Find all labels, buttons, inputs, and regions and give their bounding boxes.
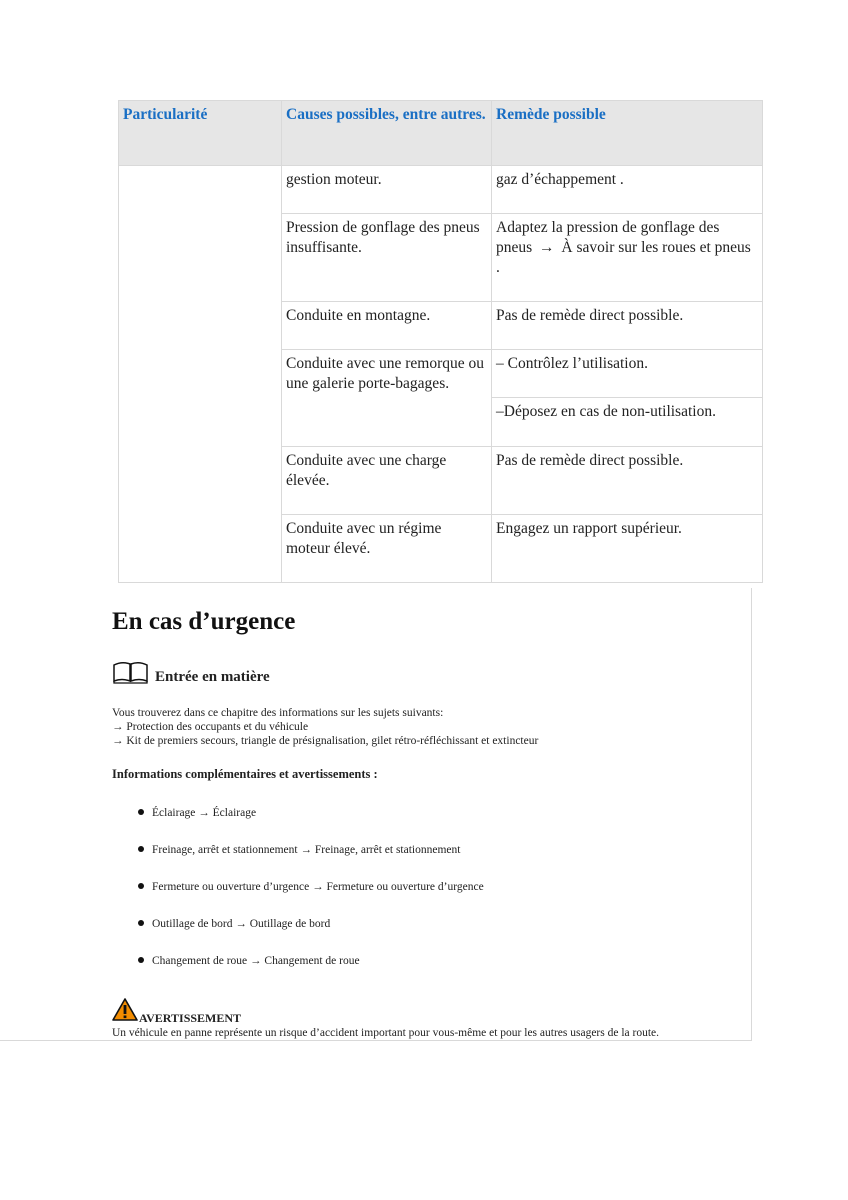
cause-cell: Pression de gonflage des pneus insuffisante. (282, 214, 492, 302)
list-item[interactable] (136, 806, 484, 843)
remedy-cell: Engagez un rapport supérieur. (492, 515, 763, 583)
list-item[interactable] (136, 954, 484, 991)
cause-cell: Conduite en montagne. (282, 302, 492, 350)
remedy-cell: –Déposez en cas de non-utilisation. (492, 398, 763, 447)
bullet (138, 846, 144, 852)
warning-triangle-icon (112, 998, 138, 1026)
intro-title: Entrée en matière (155, 669, 270, 685)
wheels-tyres-link[interactable]: À savoir sur les roues et pneus . (496, 239, 751, 276)
remedy-cell: gaz d’échappement . (492, 166, 763, 214)
cause-cell: Conduite avec une remorque ou une galerie porte-bagages. (282, 350, 492, 447)
intro-text: Vous trouverez dans ce chapitre des informations sur les sujets suivants: (112, 707, 444, 719)
table-row (119, 166, 763, 214)
info-heading: Informations complémentaires et avertissements : (112, 767, 378, 781)
intro-paragraph (112, 706, 538, 748)
intro-heading (112, 660, 270, 689)
list-item-text[interactable]: Freinage, arrêt et stationnement → Freinage, arrêt et stationnement (152, 844, 461, 856)
list-item-text[interactable]: Outillage de bord → Outillage de bord (152, 918, 331, 930)
particularite-cell (119, 166, 282, 583)
header-remede: Remède possible (492, 101, 763, 166)
table-header-row (119, 101, 763, 166)
cause-cell: Conduite avec une charge élevée. (282, 447, 492, 515)
link-arrow: → (539, 239, 555, 256)
section-title: En cas d’urgence (112, 608, 296, 635)
link-first-aid-kit[interactable]: → Kit de premiers secours, triangle de présignalisation, gilet rétro-réfléchissant et extincteur (112, 735, 539, 747)
cause-cell: gestion moteur. (282, 166, 492, 214)
header-particularite: Particularité (119, 101, 282, 166)
header-causes: Causes possibles, entre autres. (282, 101, 492, 166)
link-occupant-protection[interactable]: → Protection des occupants et du véhicule (112, 721, 309, 733)
remedy-cell (492, 214, 763, 302)
bullet (138, 809, 144, 815)
list-item-text[interactable]: Fermeture ou ouverture d’urgence → Fermeture ou ouverture d’urgence (152, 881, 484, 893)
list-item-text[interactable]: Éclairage → Éclairage (152, 807, 257, 819)
warning-heading (112, 998, 241, 1026)
warning-text: Un véhicule en panne représente un risque d’accident important pour vous-même et pour les autres usagers de la route. (112, 1027, 660, 1039)
book-icon (112, 660, 149, 689)
bullet (138, 883, 144, 889)
warning-title: AVERTISSEMENT (139, 1011, 242, 1025)
remedy-cell: – Contrôlez l’utilisation. (492, 350, 763, 398)
section-frame-bottom (0, 1040, 752, 1041)
section-frame-right (751, 588, 752, 1040)
remedy-cell: Pas de remède direct possible. (492, 302, 763, 350)
list-item-text[interactable]: Changement de roue → Changement de roue (152, 955, 360, 967)
info-list (136, 806, 484, 991)
bullet (138, 957, 144, 963)
list-item[interactable] (136, 917, 484, 954)
remedy-cell: Pas de remède direct possible. (492, 447, 763, 515)
remedy-text: Adaptez la pression de gonflage des pneus (496, 219, 720, 256)
list-item[interactable] (136, 843, 484, 880)
bullet (138, 920, 144, 926)
symptoms-table (118, 100, 762, 588)
cause-cell: Conduite avec un régime moteur élevé. (282, 515, 492, 583)
list-item[interactable] (136, 880, 484, 917)
